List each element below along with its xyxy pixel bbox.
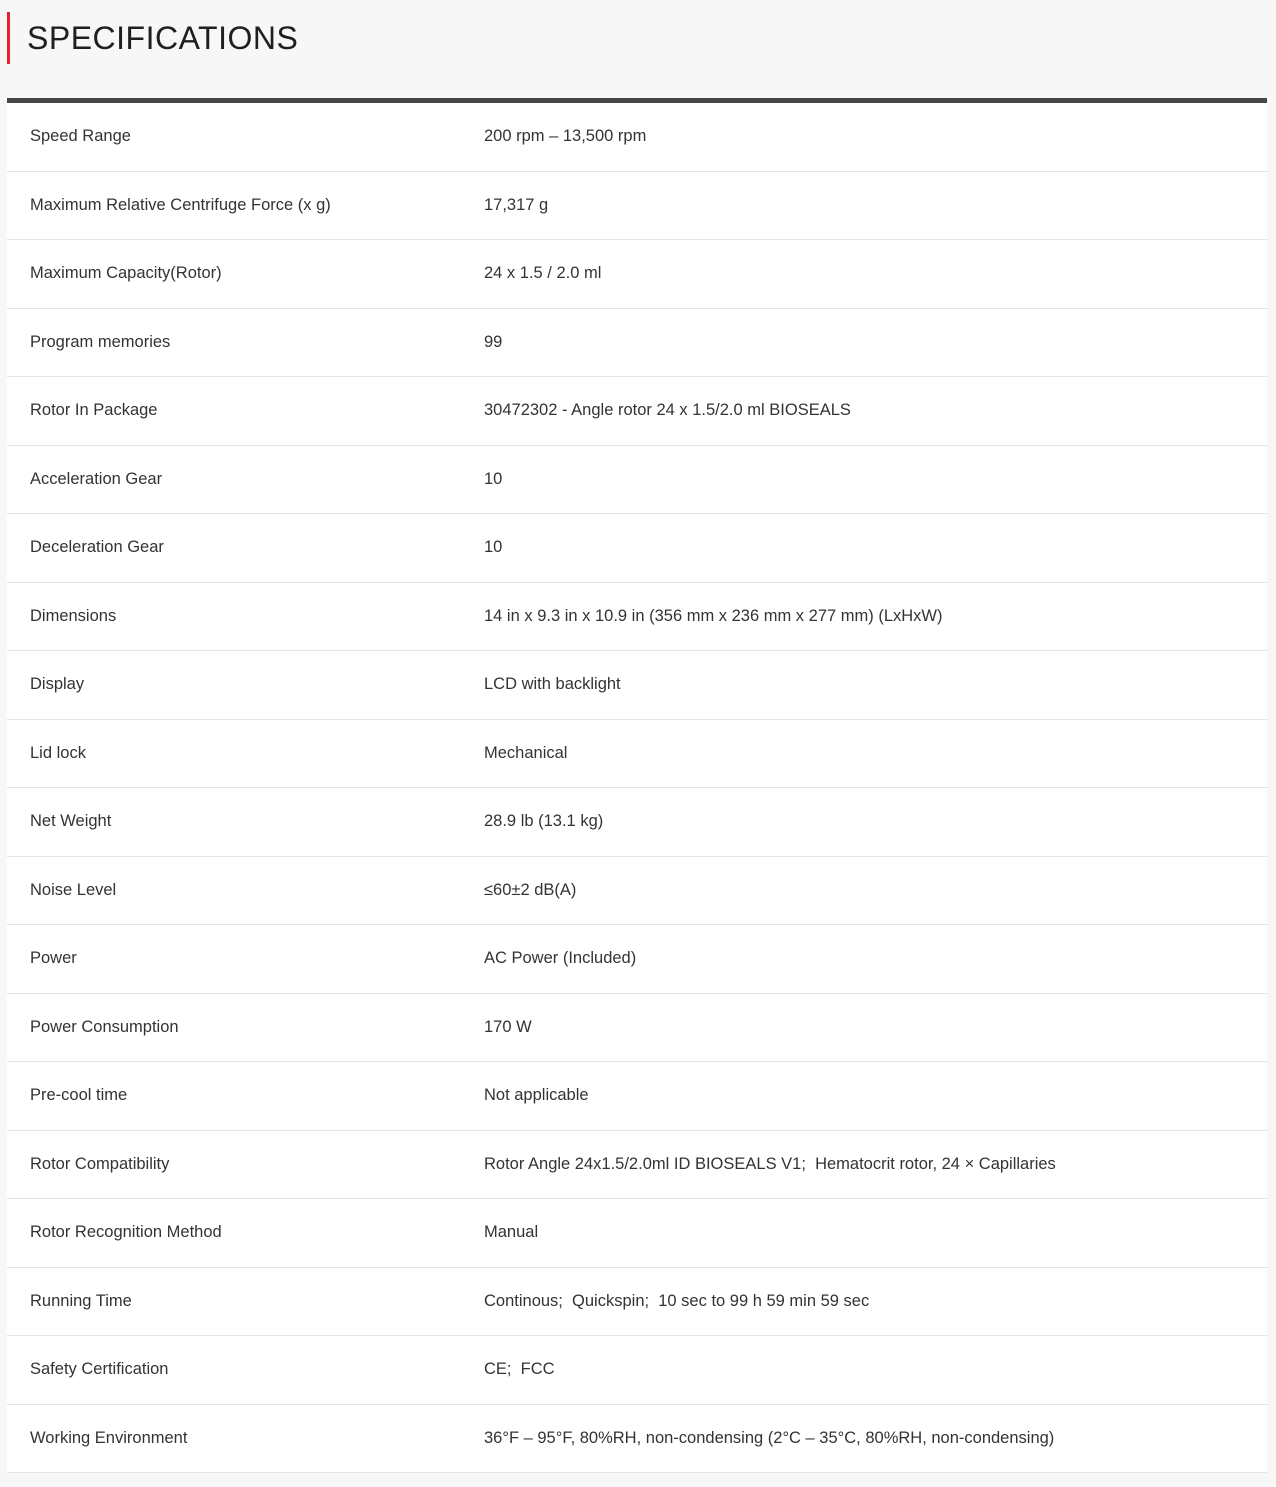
table-row [7,925,1267,994]
table-row [7,1199,1267,1268]
spec-value: 30472302 - Angle rotor 24 x 1.5/2.0 ml BIOSEALS [484,401,851,420]
spec-value: 170 W [484,1017,532,1036]
spec-value: Rotor Angle 24x1.5/2.0ml ID BIOSEALS V1; Hematocrit rotor, 24 × Capillaries [484,1154,1056,1173]
spec-label: Running Time [30,1291,132,1310]
spec-value: 17,317 g [484,195,549,214]
spec-value: 10 [484,469,503,488]
spec-value: 200 rpm – 13,500 rpm [484,127,647,146]
spec-value: 28.9 lb (13.1 kg) [484,812,604,831]
table-row [7,103,1267,172]
spec-label: Power Consumption [30,1017,179,1036]
spec-value: Continous; Quickspin; 10 sec to 99 h 59 min 59 sec [484,1291,870,1310]
spec-label: Maximum Capacity(Rotor) [30,264,222,283]
spec-value: 10 [484,538,503,557]
spec-value: 24 x 1.5 / 2.0 ml [484,264,602,283]
table-row [7,994,1267,1063]
table-row [7,583,1267,652]
spec-value: CE; FCC [484,1360,555,1379]
table-row [7,857,1267,926]
spec-value: LCD with backlight [484,675,621,694]
spec-value: Not applicable [484,1086,589,1105]
spec-label: Pre-cool time [30,1086,128,1105]
spec-value: Mechanical [484,743,568,762]
section-heading [7,12,298,64]
spec-label: Lid lock [30,743,86,762]
spec-label: Dimensions [30,606,117,625]
table-row [7,651,1267,720]
spec-value: AC Power (Included) [484,949,637,968]
table-row [7,240,1267,309]
table-row [7,309,1267,378]
spec-value: 14 in x 9.3 in x 10.9 in (356 mm x 236 mm x 277 mm) (LxHxW) [484,606,943,625]
table-row [7,514,1267,583]
spec-label: Rotor Recognition Method [30,1223,222,1242]
table-row [7,446,1267,515]
specifications-table [7,98,1267,1473]
spec-label: Program memories [30,332,171,351]
section-title: SPECIFICATIONS [27,20,299,56]
spec-label: Working Environment [30,1428,188,1447]
spec-label: Speed Range [30,127,131,146]
table-row [7,1268,1267,1337]
table-row [7,377,1267,446]
spec-value: ≤60±2 dB(A) [484,880,577,899]
table-row [7,1405,1267,1474]
spec-value: 99 [484,332,503,351]
spec-label: Noise Level [30,880,117,899]
spec-label: Maximum Relative Centrifuge Force (x g) [30,195,331,214]
table-row [7,720,1267,789]
spec-label: Deceleration Gear [30,538,164,557]
spec-label: Net Weight [30,812,112,831]
spec-label: Rotor Compatibility [30,1154,170,1173]
spec-label: Rotor In Package [30,401,158,420]
table-row [7,1062,1267,1131]
spec-value: 36°F – 95°F, 80%RH, non-condensing (2°C – 35°C, 80%RH, non-condensing) [484,1428,1055,1447]
table-row [7,172,1267,241]
spec-label: Acceleration Gear [30,469,163,488]
table-row [7,1131,1267,1200]
table-row [7,1336,1267,1405]
spec-label: Power [30,949,77,968]
spec-label: Display [30,675,85,694]
spec-label: Safety Certification [30,1360,169,1379]
table-row [7,788,1267,857]
spec-value: Manual [484,1223,539,1242]
